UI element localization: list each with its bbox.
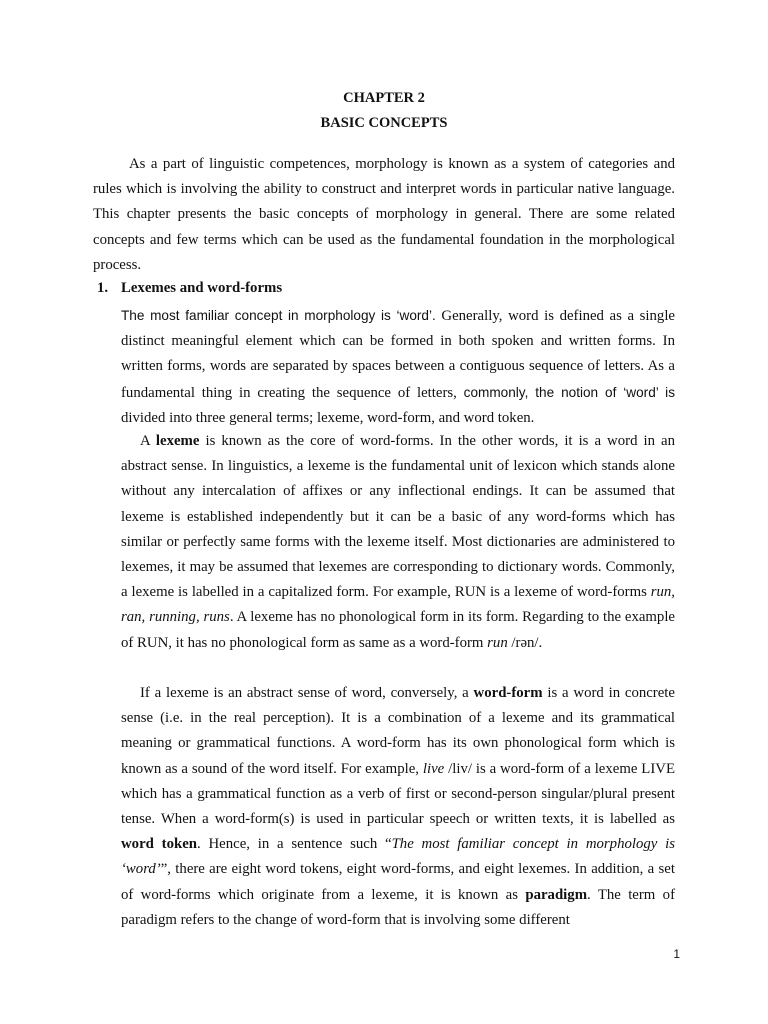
paragraph-text: The most familiar concept in morphology is ‘word’.	[121, 308, 436, 323]
paragraph-text: Generally, word is defined as a single distinct meaningful element which can be formed in both spoken and written forms. In written forms, words are separated by spaces between a contiguous sequence of letters. As a fundamental thing in creating the sequence of letters,	[121, 308, 675, 401]
paragraph-text: /rən/.	[507, 634, 543, 651]
paragraph-text: is a word in concrete sense (i.e. in the real perception). It is a combination of a lexeme and its grammatical meaning or grammatical functions. A word-form has its own phonological form which is known as a sound of the word itself. For example,	[121, 685, 675, 777]
page-number: 1	[673, 947, 680, 961]
paragraph-text: If a lexeme is an abstract sense of word, conversely, a	[140, 685, 474, 701]
paragraph-word-definition	[121, 303, 675, 431]
intro-paragraph: As a part of linguistic competences, morphology is known as a system of categories and rules which is involving the ability to construct and interpret words in particular native language. This chapter presents the basic concepts of morphology in general. There are some related concepts and few terms which can be used as the fundamental foundation in the morphological process.	[93, 156, 675, 273]
example-sentence: The most familiar concept in morphology is ‘word’	[121, 836, 675, 878]
paragraph-lexeme	[121, 429, 675, 656]
example-live: live	[422, 760, 445, 777]
paragraph-text: . A lexeme has no phonological form in its form. Regarding to the example of RUN, it has no phonological form as same as a word-form	[121, 609, 676, 651]
term-word-token: word token	[121, 836, 198, 853]
paragraph-word-form	[121, 681, 675, 933]
section-heading-text: Lexemes and word-forms	[121, 280, 283, 296]
paragraph-text: is known as the core of word-forms. In the other words, it is a word in an abstract sense. In linguistics, a lexeme is the fundamental unit of lexicon which stands alone without any intercalation of affixes or any inflectional endings. It can be assumed that lexeme is established independently but it can be a basic of any word-forms which has similar or perfectly same forms with the lexeme itself. Most dictionaries are administered to lexemes, it may be assumed that lexemes are corresponding to dictionary words. Commonly, a lexeme is labelled in a capitalized form. For example, RUN is a lexeme of word-forms	[121, 433, 675, 601]
section-heading	[97, 278, 657, 298]
term-paradigm: paradigm	[525, 886, 588, 903]
chapter-label: CHAPTER 2	[343, 90, 425, 106]
paragraph-text: divided into three general terms; lexeme, word-form, and word token.	[121, 409, 535, 426]
paragraph-text: . The term of paradigm refers to the change of word-form that is involving some different	[121, 886, 675, 928]
paragraph-text: A	[140, 433, 156, 449]
section-number: 1.	[97, 280, 109, 296]
paragraph-text: . Hence, in a sentence such “	[197, 836, 392, 853]
example-word-forms: run, ran, running, runs	[121, 584, 675, 626]
example-run: run	[487, 634, 508, 651]
term-word-form: word-form	[473, 685, 543, 701]
term-lexeme: lexeme	[155, 433, 200, 449]
chapter-title: BASIC CONCEPTS	[320, 115, 448, 131]
paragraph-text: commonly, the notion of ‘word’ is	[463, 384, 675, 400]
paragraph-text: ”, there are eight word tokens, eight word-forms, and eight lexemes. In addition, a set of word-forms which originate from a lexeme, it is known as	[121, 861, 675, 903]
paragraph-text: /liv/ is a word-form of a lexeme LIVE which has a grammatical function as a verb of first or second-person singular/plural present tense. When a word-form(s) is used in particular speech or written texts, it is labelled as	[121, 760, 675, 828]
